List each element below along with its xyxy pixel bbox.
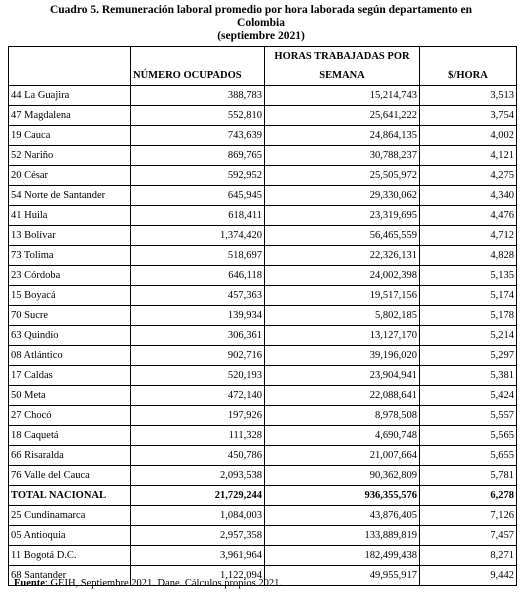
header-pesos-hora: $/HORA [420,47,517,86]
table-row [9,126,517,146]
header-horas-line-2: SEMANA [319,70,365,81]
cell-horas: 56,465,559 [265,226,420,246]
table-row [9,206,517,226]
table-row [9,86,517,106]
cell-pesos-hora: 7,457 [420,526,517,546]
cell-pesos-hora: 3,754 [420,106,517,126]
cell-horas: 4,690,748 [265,426,420,446]
table-row [9,506,517,526]
cell-horas: 24,002,398 [265,266,420,286]
cell-ocupados: 869,765 [131,146,265,166]
cell-horas: 43,876,405 [265,506,420,526]
cell-ocupados: 1,374,420 [131,226,265,246]
cell-horas: 13,127,170 [265,326,420,346]
header-departamento [9,47,131,86]
cell-ocupados: 197,926 [131,406,265,426]
cell-ocupados: 3,961,964 [131,546,265,566]
cell-pesos-hora: 5,424 [420,386,517,406]
cell-horas: 23,904,941 [265,366,420,386]
table-row [9,286,517,306]
table-row [9,366,517,386]
table-row [9,306,517,326]
cell-departamento: 15 Boyacá [9,286,131,306]
cell-pesos-hora: 3,513 [420,86,517,106]
cell-ocupados: 645,945 [131,186,265,206]
cell-ocupados: 306,361 [131,326,265,346]
cell-horas: 936,355,576 [265,486,420,506]
cell-pesos-hora: 4,340 [420,186,517,206]
cell-ocupados: 902,716 [131,346,265,366]
cell-pesos-hora: 5,214 [420,326,517,346]
cell-departamento: 68 Santander [9,566,131,586]
cell-pesos-hora: 4,275 [420,166,517,186]
cell-pesos-hora: 5,557 [420,406,517,426]
cell-horas: 25,641,222 [265,106,420,126]
cell-pesos-hora: 4,476 [420,206,517,226]
cell-departamento: 23 Córdoba [9,266,131,286]
cell-horas: 22,088,641 [265,386,420,406]
cell-pesos-hora: 5,297 [420,346,517,366]
table-row [9,186,517,206]
cell-pesos-hora: 5,781 [420,466,517,486]
cell-ocupados: 743,639 [131,126,265,146]
total-row [9,486,517,506]
cell-horas: 23,319,695 [265,206,420,226]
cell-ocupados: 518,697 [131,246,265,266]
table-row [9,386,517,406]
cell-ocupados: 1,084,003 [131,506,265,526]
cell-departamento: 18 Caquetá [9,426,131,446]
cell-pesos-hora: 4,121 [420,146,517,166]
cell-pesos-hora: 7,126 [420,506,517,526]
table-body [9,86,517,586]
cell-departamento: 20 César [9,166,131,186]
cell-horas: 8,978,508 [265,406,420,426]
cell-ocupados: 388,783 [131,86,265,106]
cell-departamento: 44 La Guajira [9,86,131,106]
table-row [9,526,517,546]
cell-horas: 133,889,819 [265,526,420,546]
cell-pesos-hora: 5,135 [420,266,517,286]
source-label: Fuente [14,578,45,589]
cell-horas: 22,326,131 [265,246,420,266]
title-line-3: (septiembre 2021) [217,30,305,42]
table-row [9,146,517,166]
cell-horas: 19,517,156 [265,286,420,306]
cell-horas: 15,214,743 [265,86,420,106]
source-note [14,578,282,589]
cell-horas: 182,499,438 [265,546,420,566]
table-row [9,446,517,466]
cell-pesos-hora: 5,174 [420,286,517,306]
table-row [9,246,517,266]
cell-pesos-hora: 5,381 [420,366,517,386]
cell-horas: 5,802,185 [265,306,420,326]
cell-pesos-hora: 8,271 [420,546,517,566]
cell-horas: 30,788,237 [265,146,420,166]
cell-ocupados: 21,729,244 [131,486,265,506]
cell-departamento: 52 Nariño [9,146,131,166]
source-text: : GEIH, Septiembre 2021. Dane. Cálculos propios 2021. [44,578,283,589]
table-row [9,226,517,246]
cell-departamento: 05 Antioquia [9,526,131,546]
cell-departamento: 11 Bogotá D.C. [9,546,131,566]
cell-horas: 49,955,917 [265,566,420,586]
cell-ocupados: 646,118 [131,266,265,286]
cell-pesos-hora: 5,655 [420,446,517,466]
cell-ocupados: 139,934 [131,306,265,326]
cell-ocupados: 1,122,094 [131,566,265,586]
cell-pesos-hora: 9,442 [420,566,517,586]
cell-departamento: 19 Cauca [9,126,131,146]
cell-departamento: 70 Sucre [9,306,131,326]
cell-ocupados: 520,193 [131,366,265,386]
table-row [9,466,517,486]
cell-pesos-hora: 5,565 [420,426,517,446]
cell-departamento: 13 Bolívar [9,226,131,246]
cell-departamento: 76 Valle del Cauca [9,466,131,486]
cell-departamento: 41 Huila [9,206,131,226]
table-row [9,326,517,346]
cell-ocupados: 592,952 [131,166,265,186]
cell-departamento: 17 Caldas [9,366,131,386]
cell-ocupados: 450,786 [131,446,265,466]
cell-departamento: 08 Atlántico [9,346,131,366]
cell-pesos-hora: 4,002 [420,126,517,146]
cell-ocupados: 457,363 [131,286,265,306]
header-horas-line-1: HORAS TRABAJADAS POR [274,51,410,62]
cell-pesos-hora: 5,178 [420,306,517,326]
table-title [0,4,522,43]
table-row [9,166,517,186]
cell-ocupados: 552,810 [131,106,265,126]
cell-horas: 21,007,664 [265,446,420,466]
cell-departamento: 54 Norte de Santander [9,186,131,206]
table-row [9,546,517,566]
cell-horas: 25,505,972 [265,166,420,186]
cell-departamento: 66 Risaralda [9,446,131,466]
cell-departamento: 47 Magdalena [9,106,131,126]
cell-horas: 90,362,809 [265,466,420,486]
remuneration-table [8,46,517,586]
cell-ocupados: 618,411 [131,206,265,226]
title-line-1: Cuadro 5. Remuneración laboral promedio por hora laborada según departamento en [49,4,472,16]
table-row [9,106,517,126]
title-line-2: Colombia [237,17,285,29]
table-row [9,346,517,366]
cell-pesos-hora: 4,828 [420,246,517,266]
cell-departamento: 27 Chocó [9,406,131,426]
cell-horas: 39,196,020 [265,346,420,366]
cell-departamento: 63 Quindío [9,326,131,346]
cell-departamento: 50 Meta [9,386,131,406]
cell-ocupados: 472,140 [131,386,265,406]
cell-ocupados: 2,093,538 [131,466,265,486]
table-row [9,406,517,426]
header-horas [265,47,420,86]
cell-horas: 24,864,135 [265,126,420,146]
table-row [9,266,517,286]
table-row [9,426,517,446]
cell-departamento: 73 Tolima [9,246,131,266]
header-ocupados: NÚMERO OCUPADOS [131,47,265,86]
header-row [9,47,517,86]
cell-departamento: TOTAL NACIONAL [9,486,131,506]
cell-ocupados: 111,328 [131,426,265,446]
cell-ocupados: 2,957,358 [131,526,265,546]
cell-pesos-hora: 6,278 [420,486,517,506]
cell-pesos-hora: 4,712 [420,226,517,246]
cell-departamento: 25 Cundinamarca [9,506,131,526]
cell-horas: 29,330,062 [265,186,420,206]
